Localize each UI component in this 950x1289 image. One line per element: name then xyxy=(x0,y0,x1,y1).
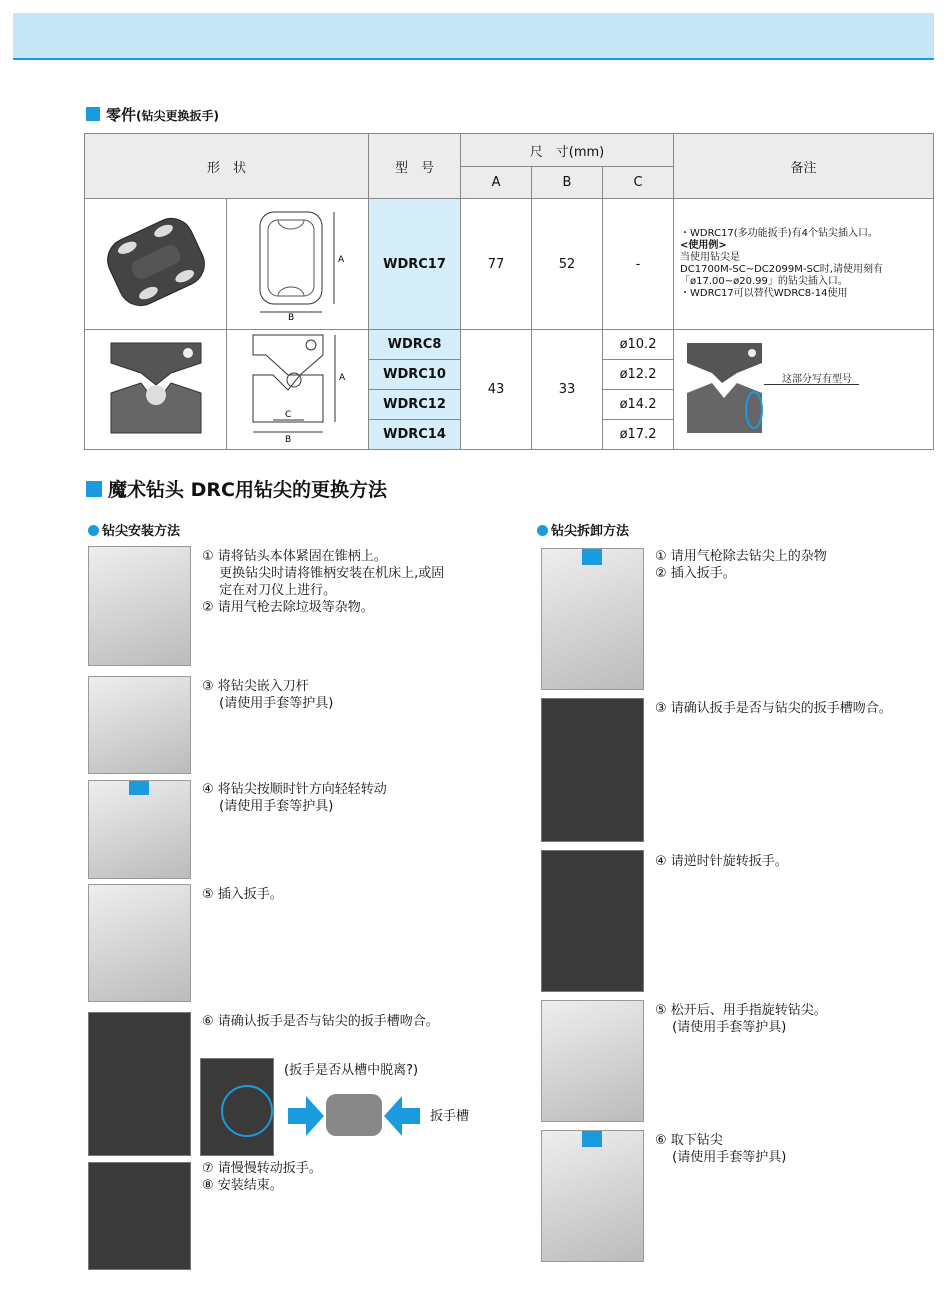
remove-step-3: ④ 请逆时针旋转扳手。 xyxy=(655,854,788,869)
wdrc17-c: - xyxy=(603,199,674,330)
note-line: <使用例> xyxy=(680,240,727,251)
install-photo-detail xyxy=(200,1058,274,1156)
arrow-down-icon xyxy=(129,781,149,795)
remove-photo-5 xyxy=(541,1130,644,1262)
drill-tip-photo xyxy=(326,1094,382,1136)
remove-step-1: ① 请用气枪除去钻尖上的杂物 ② 插入扳手。 xyxy=(655,549,827,581)
remove-step-4: ⑤ 松开后、用手指旋转钻尖。 (请使用手套等护具) xyxy=(655,1003,827,1035)
wdrc17-photo-cell xyxy=(85,199,227,330)
note-line: 「ø17.00~ø20.99」的钻尖插入口。 xyxy=(680,276,848,287)
note-line: DC1700M-SC~DC2099M-SC时,请使用刻有 xyxy=(680,264,883,275)
highlight-circle xyxy=(221,1085,273,1137)
wrench-spec-table xyxy=(84,133,934,450)
remove-subtitle xyxy=(537,520,629,539)
header-banner xyxy=(13,13,934,60)
square-bullet-icon xyxy=(86,107,100,121)
install-photo-6 xyxy=(88,1162,191,1270)
remove-step-5: ⑥ 取下钻尖 (请使用手套等护具) xyxy=(655,1133,787,1165)
circle-bullet-icon xyxy=(88,525,99,536)
install-title-text: 钻尖安装方法 xyxy=(102,524,181,539)
c-value: ø12.2 xyxy=(603,360,674,390)
note-line: ・WDRC17可以替代WDRC8-14使用 xyxy=(680,288,848,299)
method-title: 魔术钻头 DRC用钻尖的更换方法 xyxy=(108,479,387,501)
model-wdrc10: WDRC10 xyxy=(369,360,461,390)
remove-photo-1 xyxy=(541,548,644,690)
header-a: A xyxy=(461,167,532,199)
install-photo-4 xyxy=(88,884,191,1002)
wdrc17-drawing-cell xyxy=(227,199,369,330)
model-wdrc12: WDRC12 xyxy=(369,390,461,420)
arrow-up-icon xyxy=(582,1131,602,1147)
install-step-3: ④ 将钻尖按顺时针方向轻轻转动 (请使用手套等护具) xyxy=(202,782,387,814)
parts-title: 零件 xyxy=(106,106,137,124)
dim-b-label: B xyxy=(284,435,291,445)
install-step-1: ① 请将钻头本体紧固在锥柄上。 更换钻尖时请将锥柄安装在机床上,或固 定在对刀仪上进行。 ② 请用气枪去除垃圾等杂物。 xyxy=(202,549,445,615)
arrow-down-icon xyxy=(582,549,602,565)
arrow-left-icon xyxy=(384,1096,420,1136)
header-note: 备注 xyxy=(674,134,934,199)
remove-photo-4 xyxy=(541,1000,644,1122)
wdrc17-wrench-drawing xyxy=(238,202,358,322)
install-photo-1 xyxy=(88,546,191,666)
note-line: ・WDRC17(多功能扳手)有4个钻尖插入口。 xyxy=(680,228,878,239)
c-value: ø14.2 xyxy=(603,390,674,420)
model-wdrc14: WDRC14 xyxy=(369,420,461,450)
dim-c-label: C xyxy=(284,410,291,420)
wdrc8-drawing-cell xyxy=(227,330,369,450)
header-shape: 形 状 xyxy=(85,134,369,199)
wdrc17-note xyxy=(674,199,934,330)
c-value: ø17.2 xyxy=(603,420,674,450)
wdrc8-b: 33 xyxy=(532,330,603,450)
model-wdrc8: WDRC8 xyxy=(369,330,461,360)
wdrc-side-photo xyxy=(682,338,772,443)
install-photo-5 xyxy=(88,1012,191,1156)
remove-photo-3 xyxy=(541,850,644,992)
section-title-parts xyxy=(86,104,219,125)
note-line: 当使用钻尖是 xyxy=(680,252,741,263)
install-subtitle xyxy=(88,520,180,539)
circle-bullet-icon xyxy=(537,525,548,536)
install-step-2: ③ 将钻尖嵌入刀杆 (请使用手套等护具) xyxy=(202,679,334,711)
header-size: 尺 寸(mm) xyxy=(461,134,674,167)
leader-line xyxy=(764,384,859,385)
remove-step-2: ③ 请确认扳手是否与钻尖的扳手槽吻合。 xyxy=(655,701,892,716)
square-bullet-icon xyxy=(86,481,102,497)
install-photo-3 xyxy=(88,780,191,879)
groove-label: 扳手槽 xyxy=(430,1109,470,1124)
model-wdrc17: WDRC17 xyxy=(369,199,461,330)
parts-subtitle: (钻尖更换扳手) xyxy=(136,109,219,123)
wdrc17-wrench-photo xyxy=(96,207,216,317)
dim-a-label: A xyxy=(337,255,344,265)
wdrc17-a: 77 xyxy=(461,199,532,330)
dim-b-label: B xyxy=(287,313,294,322)
header-c: C xyxy=(603,167,674,199)
arrow-right-icon xyxy=(288,1096,324,1136)
wdrc17-b: 52 xyxy=(532,199,603,330)
wdrc-wrench-drawing xyxy=(238,330,358,445)
wdrc8-a: 43 xyxy=(461,330,532,450)
install-step-4: ⑤ 插入扳手。 xyxy=(202,887,283,902)
header-model: 型 号 xyxy=(369,134,461,199)
dim-a-label: A xyxy=(338,373,345,383)
header-b: B xyxy=(532,167,603,199)
install-photo-2 xyxy=(88,676,191,774)
wdrc8-note xyxy=(674,330,934,450)
wdrc-wrench-photo xyxy=(96,333,216,443)
section-title-method xyxy=(86,475,387,502)
c-value: ø10.2 xyxy=(603,330,674,360)
remove-photo-2 xyxy=(541,698,644,842)
install-step-6: ⑦ 请慢慢转动扳手。 ⑧ 安装结束。 xyxy=(202,1161,322,1193)
install-callout: (扳手是否从槽中脱离?) xyxy=(284,1063,419,1078)
install-step-5: ⑥ 请确认扳手是否与钻尖的扳手槽吻合。 xyxy=(202,1014,439,1029)
remove-title-text: 钻尖拆卸方法 xyxy=(551,524,630,539)
wdrc8-photo-cell xyxy=(85,330,227,450)
note-label: 这部分写有型号 xyxy=(782,374,853,385)
